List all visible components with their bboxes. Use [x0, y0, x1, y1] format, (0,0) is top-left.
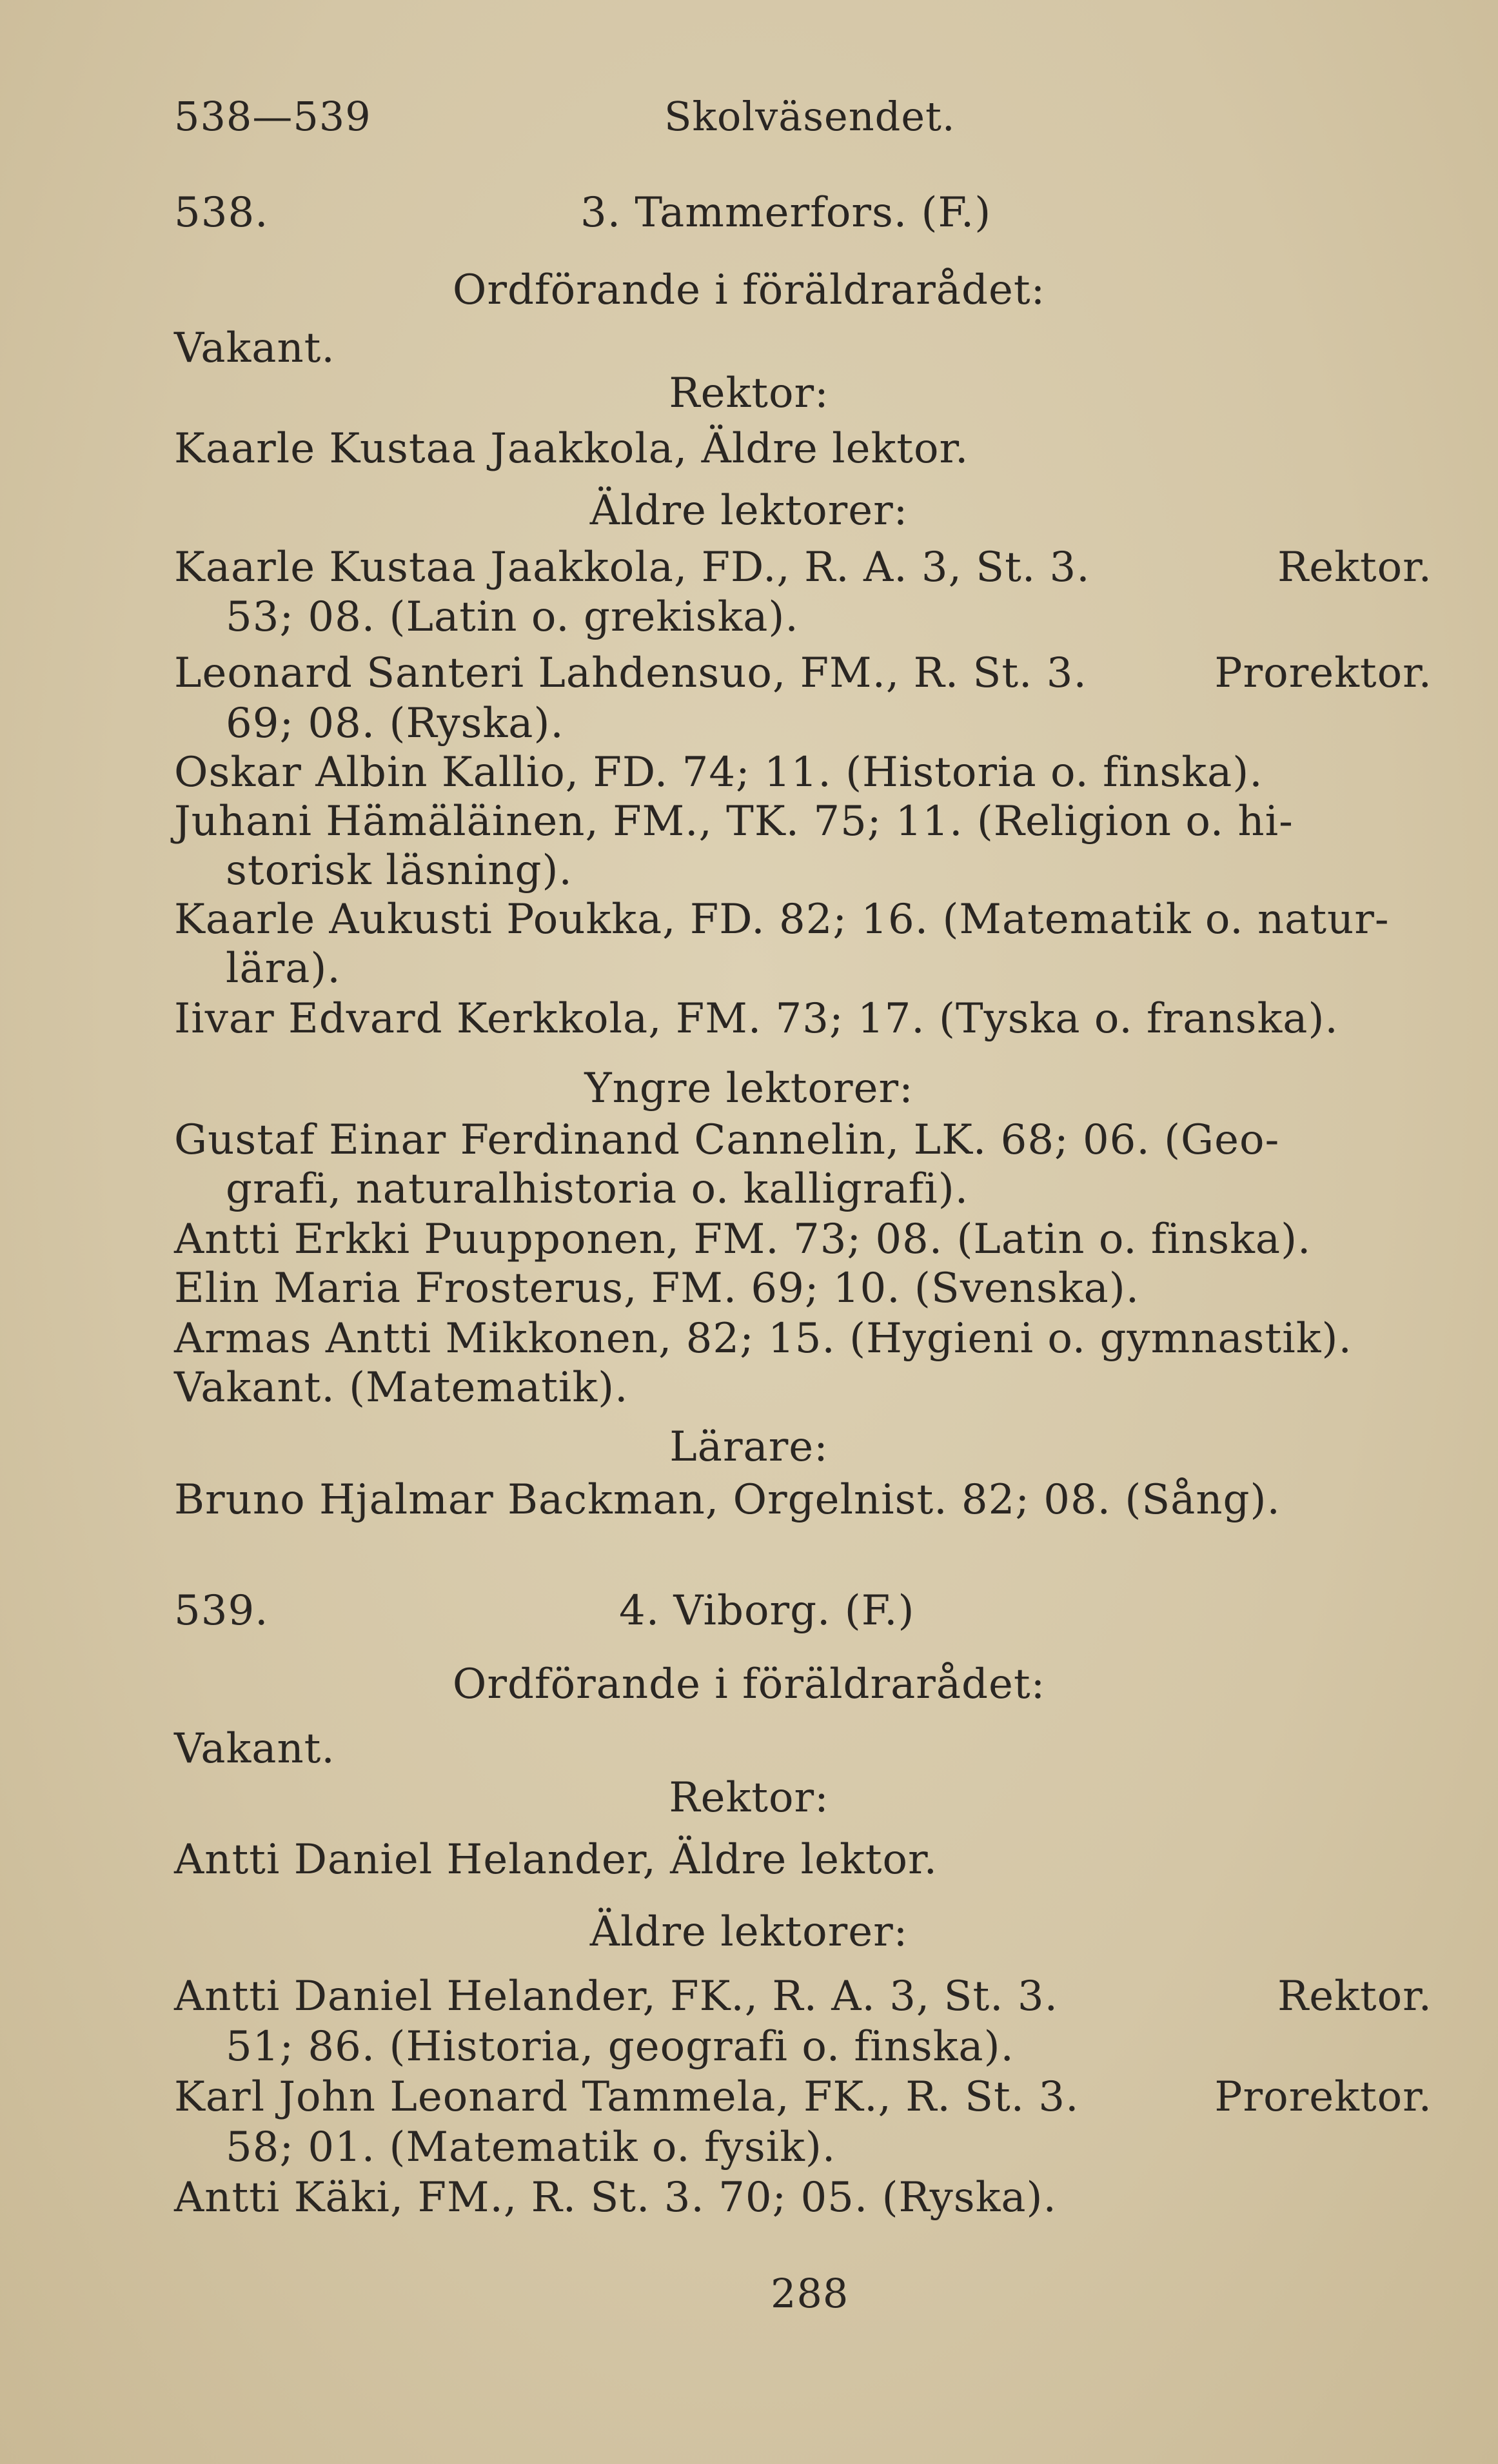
section-538-aldre-1-line1: Kaarle Kustaa Jaakkola, FD., R. A. 3, St. 3.	[174, 544, 1090, 591]
running-title: Skolväsendet.	[664, 93, 956, 140]
section-539-rektor-label: Rektor:	[669, 1774, 829, 1822]
section-538-yngre-5-line1: Vakant. (Matematik).	[174, 1364, 629, 1412]
section-538-aldre-5-line1: Kaarle Aukusti Poukka, FD. 82; 16. (Matematik o. natur-	[174, 896, 1390, 943]
section-538-aldre-4-line2: storisk läsning).	[226, 847, 573, 894]
section-538-yngre-2-line1: Antti Erkki Puupponen, FM. 73; 08. (Latin o. finska).	[174, 1216, 1312, 1263]
section-538-aldre-6-line1: Iivar Edvard Kerkkola, FM. 73; 17. (Tyska o. franska).	[174, 995, 1339, 1043]
section-538-aldre-5-line2: lära).	[226, 945, 341, 992]
section-538-aldre-1-role: Rektor.	[1277, 544, 1432, 591]
section-538-number: 538.	[174, 189, 269, 237]
section-538-aldre-label: Äldre lektorer:	[589, 487, 909, 535]
section-539-ordforande-value: Vakant.	[174, 1725, 335, 1773]
section-539-number: 539.	[174, 1587, 269, 1635]
section-538-ordforande-value: Vakant.	[174, 324, 335, 372]
section-538-yngre-1-line1: Gustaf Einar Ferdinand Cannelin, LK. 68; 06. (Geo-	[174, 1116, 1280, 1164]
section-538-yngre-4-line1: Armas Antti Mikkonen, 82; 15. (Hygieni o. gymnastik).	[174, 1315, 1352, 1363]
section-538-aldre-4-line1: Juhani Hämäläinen, FM., TK. 75; 11. (Religion o. hi-	[174, 798, 1294, 845]
section-539-aldre-label: Äldre lektorer:	[589, 1908, 909, 1956]
section-538-yngre-1-line2: grafi, naturalhistoria o. kalligrafi).	[226, 1165, 969, 1213]
section-538-title: 3. Tammerfors. (F.)	[580, 189, 992, 237]
page-range: 538—539	[174, 93, 371, 140]
section-539-rektor-value: Antti Daniel Helander, Äldre lektor.	[174, 1836, 938, 1884]
section-538-aldre-2-line2: 69; 08. (Ryska).	[226, 700, 564, 747]
section-539-ordforande-label: Ordförande i föräldrarådet:	[452, 1661, 1046, 1708]
section-538-aldre-2-role: Prorektor.	[1214, 649, 1432, 697]
section-538-rektor-value: Kaarle Kustaa Jaakkola, Äldre lektor.	[174, 425, 969, 473]
section-539-aldre-2-role: Prorektor.	[1214, 2073, 1432, 2121]
section-539-aldre-2-line2: 58; 01. (Matematik o. fysik).	[226, 2124, 836, 2171]
section-538-yngre-3-line1: Elin Maria Frosterus, FM. 69; 10. (Svenska).	[174, 1265, 1140, 1312]
section-539-aldre-3-line1: Antti Käki, FM., R. St. 3. 70; 05. (Ryska).	[174, 2174, 1057, 2222]
section-539-aldre-1-line1: Antti Daniel Helander, FK., R. A. 3, St. 3.	[174, 1973, 1058, 2020]
section-538-aldre-1-line2: 53; 08. (Latin o. grekiska).	[226, 593, 799, 641]
section-538-aldre-3-line1: Oskar Albin Kallio, FD. 74; 11. (Historia o. finska).	[174, 749, 1263, 796]
section-538-rektor-label: Rektor:	[669, 370, 829, 417]
section-539-aldre-1-line2: 51; 86. (Historia, geografi o. finska).	[226, 2023, 1014, 2071]
section-539-aldre-2-line1: Karl John Leonard Tammela, FK., R. St. 3.	[174, 2073, 1079, 2121]
section-538-aldre-2-line1: Leonard Santeri Lahdensuo, FM., R. St. 3.	[174, 649, 1087, 697]
page-number: 288	[771, 2270, 849, 2317]
section-538-yngre-label: Yngre lektorer:	[584, 1065, 914, 1112]
section-539-title: 4. Viborg. (F.)	[619, 1587, 915, 1635]
section-538-larare-1-line1: Bruno Hjalmar Backman, Orgelnist. 82; 08. (Sång).	[174, 1476, 1281, 1524]
section-538-larare-label: Lärare:	[669, 1423, 829, 1471]
section-539-aldre-1-role: Rektor.	[1277, 1973, 1432, 2020]
section-538-ordforande-label: Ordförande i föräldrarådet:	[452, 266, 1046, 314]
